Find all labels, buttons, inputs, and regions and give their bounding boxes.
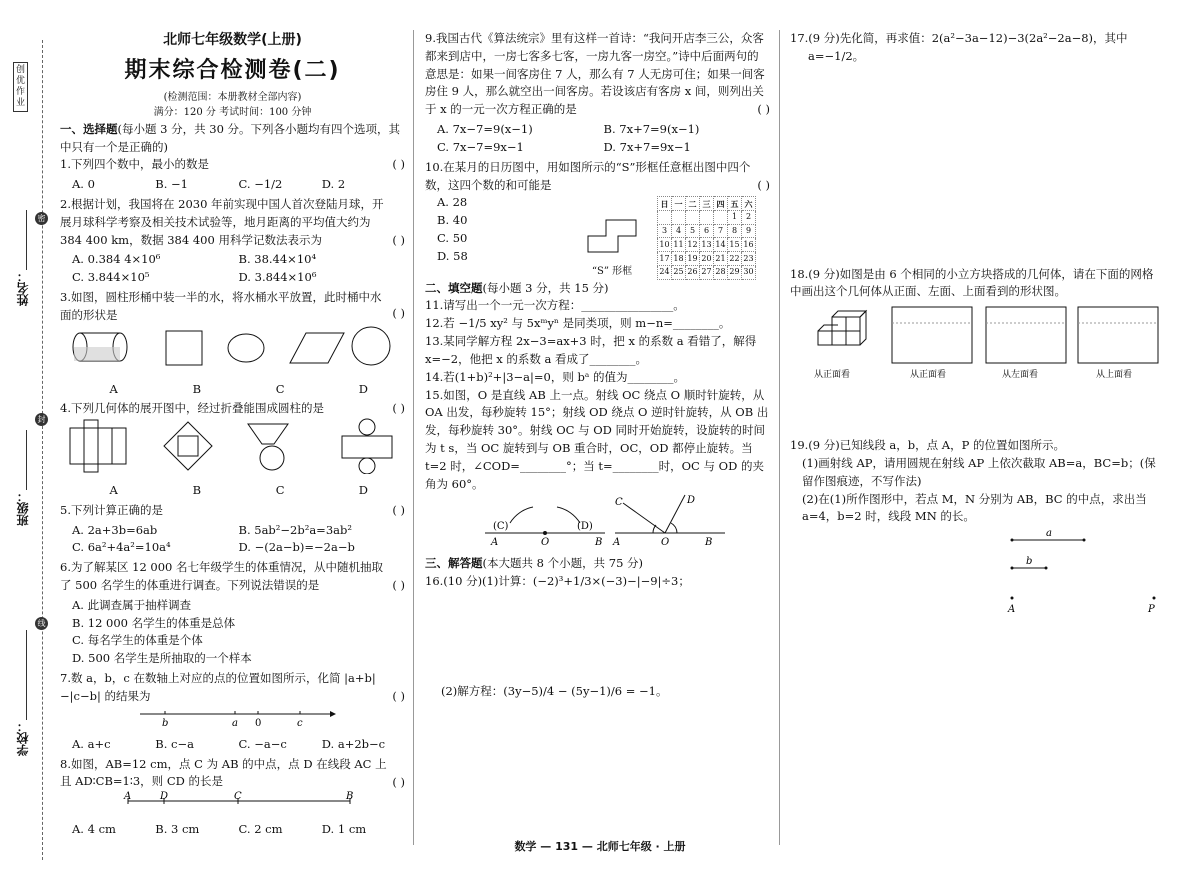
- calendar-table: [657, 196, 756, 279]
- svg-text:0: 0: [255, 717, 262, 728]
- q4-nets-figure: [60, 418, 405, 474]
- question-13: 13.某同学解方程 2x−3=ax+3 时，把 x 的系数 a 看错了，解得 x=−2，他把 x 的系数 a 看成了________。: [425, 334, 757, 366]
- series-badge: 创优作业: [13, 62, 28, 112]
- question-17: 17.(9 分)先化简，再求值：2(a²−3a−12)−3(2a²−2a−8)，其中: [790, 31, 1128, 45]
- calendar-cell: 22: [728, 252, 742, 266]
- question-4: ( ) 4.下列几何体的展开图中，经过折叠能围成圆柱的是 A B C D: [60, 401, 405, 497]
- column-2: 9.我国古代《算法统宗》里有这样一首诗：“我问开店李三公，众客都来到店中，一房七客多七客，一房九客一房空。”诗中后面两句的意思是：如果一间客房住 7 人，那么有 7 人无房可住；如果一间客房住 9 人，那么就空出一间客房。若设该店有客房 x 间，则列出关于 x 的一元一次方程正确的是 ( ) A. 7x−7=9(x−1) B. 7x+7=9(x−1) C. 7x−7=9x−1 D. 7x+7=9x−1 ( ) 10.在某月的日历图中，用如图所示的“S”形框任意框出图中四个数，这四个数的和可能是 A. 28 B. 40 C. 50 D. 58 “S” 形框 日 一 二 三 四 五 六 1 2 3 4 5 6 7 8 9 10 11 12 13 14 15 16 17 18 19 20 21 22 23 24 25 26 27 28 29 30 二、填空题(每小题 3 分，共 15 分) 11.请写出一个一元一次方程：________________。 12.若 −1/5 xy² 与 5xᵐyⁿ 是同类项，则 m−n=________。 13.某同学解方程 2x−3=ax+3 时，把 x 的系数 a 看错了，解得 x=−2，他把 x 的系数 a 看成了________。 14.若(1+b)²+|3−a|=0，则 bᵃ 的值为________。 15.如图，O 是直线 AB 上一点。射线 OC 绕点 O 顺时针旋转，从 OA 出发，每秒旋转 15°；射线 OD 绕点 O 逆时针旋转，从 OB 出发，每秒旋转 30°。射线 OC 与 OD 同时开始旋转，设旋转的时间为 t s，当 OC 旋转到与 OB 重合时，OC，OD 都停止旋转。当 t=2 时，∠COD=________°；当 t=________时，OC 与 OD 的夹角为 60°。 (C) (D) A O B C D A O B 三、解答题(本大题共 8 个小题，共 75 分) 16.(10 分)(1)计算：(−2)³+1/3×(−3)−|−9|÷3； (2)解方程：(3y−5)/4 − (5y−1)/6 = −1。: [425, 30, 770, 701]
- svg-text:A: A: [124, 791, 132, 803]
- calendar-cell: 23: [742, 252, 756, 266]
- net-a: [70, 420, 126, 472]
- svg-text:从正面看: 从正面看: [814, 370, 851, 381]
- calendar-cell: 16: [742, 238, 756, 252]
- calendar-cell: 25: [672, 265, 686, 279]
- svg-text:D: D: [687, 495, 696, 507]
- question-1: ( ) 1.下列四个数中，最小的数是 A. 0 B. −1 C. −1/2 D. 2: [60, 157, 405, 192]
- front-view-grid: [892, 307, 972, 363]
- question-18: 18.(9 分)如图是由 6 个相同的小立方块搭成的几何体，请在下面的网格中画出这个几何体从正面、左面、上面看到的形状图。: [790, 266, 1154, 299]
- column-1: [60, 30, 405, 841]
- svg-text:D: D: [160, 791, 169, 803]
- column-3: [790, 30, 1160, 622]
- calendar-cell: [672, 211, 686, 225]
- svg-text:B: B: [595, 537, 603, 549]
- seal-dashed-line: [42, 40, 43, 860]
- calendar-cell: 19: [686, 252, 700, 266]
- question-19-part-2: (2)在(1)所作图形中，若点 M，N 分别为 AB，BC 的中点，求出当 a=4，b=2 时，线段 MN 的长。: [802, 491, 1147, 524]
- question-12: 12.若 −1/5 xy² 与 5xᵐyⁿ 是同类项，则 m−n=________。: [425, 316, 731, 331]
- binding-margin: [0, 0, 55, 877]
- calendar-cell: 5: [686, 224, 700, 238]
- calendar-cell: 一: [672, 197, 686, 211]
- calendar-cell: 四: [714, 197, 728, 211]
- svg-text:B: B: [346, 791, 354, 803]
- svg-text:b: b: [162, 717, 169, 728]
- calendar-cell: 13: [700, 238, 714, 252]
- net-d: [342, 419, 392, 474]
- svg-text:(D): (D): [577, 521, 593, 533]
- calendar-cell: 20: [700, 252, 714, 266]
- page-footer: 数学 — 131 — 北师七年级 · 上册: [514, 840, 686, 853]
- svg-text:b: b: [1026, 556, 1033, 568]
- question-5: ( ) 5.下列计算正确的是 A. 2a+3b=6ab B. 5ab²−2b²a=3ab² C. 6a²+4a²=10a⁴ D. −(2a−b)=−2a−b: [60, 502, 405, 555]
- option-d-circle: [352, 327, 390, 365]
- calendar-cell: 21: [714, 252, 728, 266]
- section-heading: 一、选择题: [60, 121, 118, 136]
- calendar-cell: 7: [714, 224, 728, 238]
- section-desc: (每小题 3 分，共 30 分。下列各小题均有四个选项，其中只有一个是正确的): [60, 121, 401, 154]
- svg-text:a: a: [232, 717, 238, 728]
- calendar-cell: 6: [700, 224, 714, 238]
- question-9: 9.我国古代《算法统宗》里有这样一首诗：“我问开店李三公，众客都来到店中，一房七客多七客，一房九客一房空。”诗中后面两句的意思是：如果一间客房住 7 人，那么有 7 人无房可住；如果一间客房住 9 人，那么就空出一间客房。若设该店有客房 x 间，则列出关于 x 的一元一次方程正确的是 ( ) A. 7x−7=9(x−1) B. 7x+7=9(x−1) C. 7x−7=9x−1 D. 7x+7=9x−1: [425, 31, 770, 154]
- question-10: ( ) 10.在某月的日历图中，用如图所示的“S”形框任意框出图中四个数，这四个数的和可能是 A. 28 B. 40 C. 50 D. 58 “S” 形框 日 一 二 三 四 五 六 1 2 3 4 5 6 7 8 9 10 11 12 13 14 15 16 17 18 19 20 21 22 23 24 25 26 27 28 29 30: [425, 159, 770, 280]
- question-11: 11.请写出一个一元一次方程：________________。: [425, 298, 685, 313]
- exam-meta: 满分：120 分 考试时间：100 分钟: [153, 107, 312, 119]
- calendar-cell: 11: [672, 238, 686, 252]
- svg-text:从正面看: 从正面看: [910, 370, 947, 381]
- svg-text:从左面看: 从左面看: [1002, 370, 1039, 381]
- question-14: 14.若(1+b)²+|3−a|=0，则 bᵃ 的值为________。: [425, 369, 685, 384]
- svg-text:C: C: [615, 497, 623, 509]
- q19-figure: [790, 526, 1160, 616]
- question-15: 15.如图，O 是直线 AB 上一点。射线 OC 绕点 O 顺时针旋转，从 OA 出发，每秒旋转 15°；射线 OD 绕点 O 逆时针旋转，从 OB 出发，每秒旋转 30°。射线 OC 与 OD 同时开始旋转，设旋转的时间为 t s，当 OC 旋转到与 OB 重合时，OC，OD 都停止旋转。当 t=2 时，∠COD=________°；当 t=________时，OC 与 OD 的夹角为 60°。: [425, 387, 769, 491]
- q18-figure: [790, 301, 1160, 381]
- cube-stack: [818, 311, 866, 345]
- question-2: ( ) 2.根据计划，我国将在 2030 年前实现中国人首次登陆月球，开展月球科学考察及相关技术试验等，地月距离的平均值大约为 384 400 km，数据 384 400 用科学记数法表示为 A. 0.384 4×10⁶ B. 38.44×10⁴ C. 3.844×10⁵ D. 3.844×10⁶: [60, 197, 405, 285]
- seal-mark-mi: 密: [35, 212, 48, 225]
- calendar-cell: 15: [728, 238, 742, 252]
- calendar-cell: 30: [742, 265, 756, 279]
- calendar-cell: 六: [742, 197, 756, 211]
- calendar-cell: 24: [658, 265, 672, 279]
- calendar-cell: 18: [672, 252, 686, 266]
- question-6: ( ) 6.为了解某区 12 000 名七年级学生的体重情况，从中随机抽取了 500 名学生的体重进行调查。下列说法错误的是 A. 此调查属于抽样调查 B. 12 000 名学生的体重是总体 C. 每名学生的体重是个体 D. 500 名学生是所抽取的一个样本: [60, 560, 405, 666]
- calendar-cell: 17: [658, 252, 672, 266]
- svg-text:c: c: [297, 717, 303, 728]
- calendar-cell: 26: [686, 265, 700, 279]
- seal-mark-xian: 线: [35, 617, 48, 630]
- calendar-cell: 27: [700, 265, 714, 279]
- question-19-part-1: (1)画射线 AP，请用圆规在射线 AP 上依次截取 AB=a，BC=b；(保留作图痕迹，不写作法): [802, 455, 1156, 488]
- question-16-part-1: 16.(10 分)(1)计算：(−2)³+1/3×(−3)−|−9|÷3；: [425, 574, 690, 588]
- exam-subtitle: 北师七年级数学(上册): [163, 32, 302, 48]
- cylinder-shape: [73, 333, 127, 361]
- svg-text:B: B: [705, 537, 713, 549]
- question-17-value: a=−1/2。: [808, 48, 865, 63]
- top-view-grid: [1078, 307, 1158, 363]
- svg-text:A: A: [1008, 604, 1016, 616]
- q8-segment: [60, 791, 405, 813]
- calendar-cell: 12: [686, 238, 700, 252]
- question-7: ( ) 7.数 a，b，c 在数轴上对应的点的位置如图所示，化简 |a+b|−|c−b| 的结果为 b a 0 c A. a+c B. c−a C. −a−c D. a+2b−c: [60, 671, 405, 751]
- class-label: 班级：: [16, 490, 30, 526]
- q3-shapes-figure: [60, 325, 405, 373]
- svg-text:从上面看: 从上面看: [1096, 370, 1133, 381]
- column-divider: [413, 30, 415, 845]
- question-3: ( ) 3.如图，圆柱形桶中装一半的水，将水桶水平放置，此时桶中水面的形状是 A B C D: [60, 290, 405, 396]
- svg-text:P: P: [1148, 604, 1155, 616]
- option-a-square: [166, 331, 202, 365]
- option-c-parallelogram: [290, 333, 344, 363]
- name-label: 姓名：: [16, 270, 30, 306]
- calendar-cell: 2: [742, 211, 756, 225]
- calendar-cell: 4: [672, 224, 686, 238]
- calendar-cell: 14: [714, 238, 728, 252]
- s-frame-shape: [582, 214, 642, 258]
- net-b: [164, 422, 212, 470]
- class-line: [26, 430, 28, 490]
- svg-text:O: O: [541, 537, 550, 549]
- calendar-cell: 28: [714, 265, 728, 279]
- svg-text:A: A: [613, 537, 621, 549]
- question-16-part-2: (2)解方程：(3y−5)/4 − (5y−1)/6 = −1。: [441, 683, 668, 698]
- option-b-ellipse: [228, 334, 264, 362]
- svg-text:C: C: [234, 791, 242, 803]
- calendar-cell: [658, 211, 672, 225]
- column-divider: [779, 30, 781, 845]
- calendar-cell: 日: [658, 197, 672, 211]
- left-view-grid: [986, 307, 1066, 363]
- seal-mark-feng: 封: [35, 413, 48, 426]
- school-line: [26, 630, 28, 720]
- calendar-cell: 1: [728, 211, 742, 225]
- exam-scope: (检测范围：本册教材全部内容): [163, 91, 302, 103]
- school-label: 学校：: [16, 720, 30, 756]
- question-19: 19.(9 分)已知线段 a，b，点 A，P 的位置如图所示。: [790, 438, 1065, 453]
- calendar-cell: [700, 211, 714, 225]
- name-line: [26, 210, 28, 270]
- calendar-cell: [686, 211, 700, 225]
- calendar-cell: 二: [686, 197, 700, 211]
- svg-text:A: A: [491, 537, 499, 549]
- q7-number-line: [60, 706, 405, 728]
- calendar-cell: 3: [658, 224, 672, 238]
- calendar-cell: 五: [728, 197, 742, 211]
- calendar-cell: 三: [700, 197, 714, 211]
- exam-title: 期末综合检测卷(二): [124, 57, 341, 83]
- svg-text:O: O: [661, 537, 670, 549]
- question-8: ( ) 8.如图，AB=12 cm，点 C 为 AB 的中点，点 D 在线段 AC 上且 AD∶CB=1∶3，则 CD 的长是 A D C B A. 4 cm B. 3 cm C. 2 cm D. 1 cm: [60, 756, 405, 837]
- svg-text:a: a: [1046, 528, 1052, 540]
- svg-text:(C): (C): [493, 521, 509, 533]
- calendar-cell: 10: [658, 238, 672, 252]
- calendar-cell: 29: [728, 265, 742, 279]
- calendar-cell: 9: [742, 224, 756, 238]
- net-c: [248, 424, 288, 470]
- q15-figure: [425, 493, 770, 549]
- calendar-cell: [714, 211, 728, 225]
- calendar-cell: 8: [728, 224, 742, 238]
